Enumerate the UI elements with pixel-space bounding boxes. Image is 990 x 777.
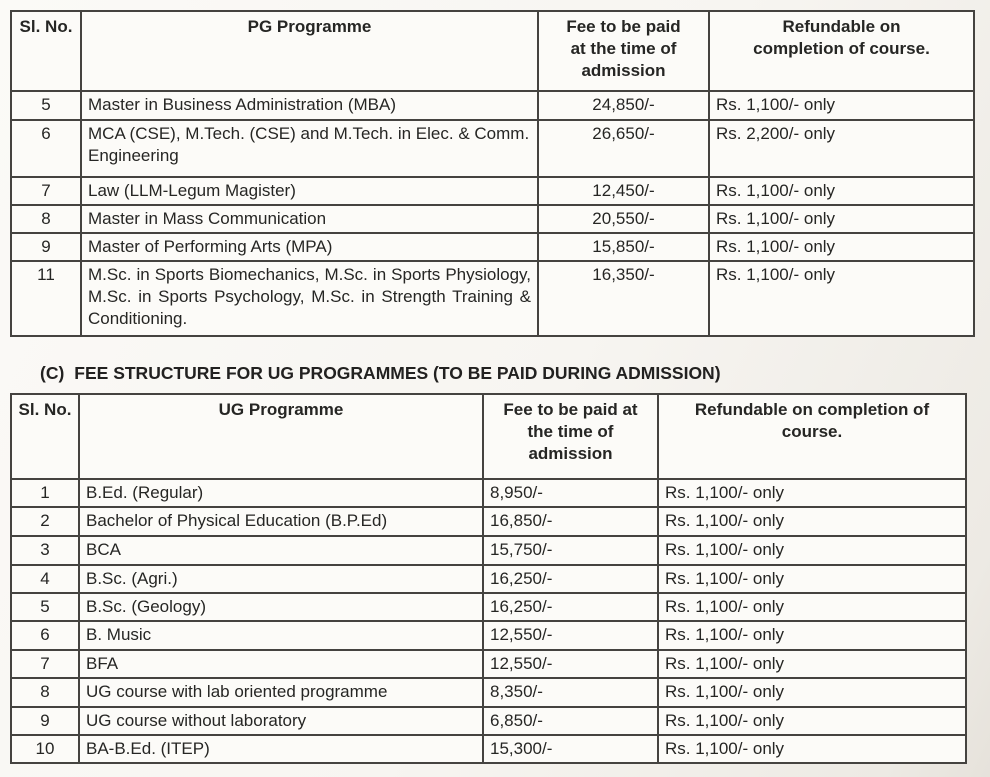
row-fee: 15,850/-: [538, 233, 709, 261]
row-programme: Master of Performing Arts (MPA): [81, 233, 538, 261]
table-row: [11, 621, 966, 650]
row-programme: MCA (CSE), M.Tech. (CSE) and M.Tech. in Elec. & Comm. Engineering: [81, 120, 538, 177]
row-programme: B. Music: [79, 621, 483, 650]
row-refundable: Rs. 1,100/- only: [709, 233, 974, 261]
row-sl-no: 11: [11, 261, 81, 336]
ug-header-fee: [483, 394, 658, 479]
table-row: [11, 261, 974, 336]
row-refundable: Rs. 1,100/- only: [658, 565, 966, 593]
row-sl-no: 7: [11, 650, 79, 678]
row-fee: 16,350/-: [538, 261, 709, 336]
row-fee: 6,850/-: [483, 707, 658, 735]
row-programme: B.Ed. (Regular): [79, 479, 483, 507]
row-fee: 15,300/-: [483, 735, 658, 763]
row-sl-no: 5: [11, 91, 81, 120]
row-refundable: Rs. 1,100/- only: [658, 507, 966, 536]
row-fee: 15,750/-: [483, 536, 658, 565]
row-fee: 16,250/-: [483, 565, 658, 593]
row-programme: BFA: [79, 650, 483, 678]
table-row: [11, 507, 966, 536]
row-sl-no: 6: [11, 120, 81, 177]
row-fee: 24,850/-: [538, 91, 709, 120]
pg-table-header-row: [11, 11, 974, 91]
row-fee: 26,650/-: [538, 120, 709, 177]
row-programme: Master in Mass Communication: [81, 205, 538, 233]
section-heading-text: FEE STRUCTURE FOR UG PROGRAMMES (TO BE PAID DURING ADMISSION): [74, 363, 721, 383]
row-refundable: Rs. 1,100/- only: [709, 261, 974, 336]
row-refundable: Rs. 1,100/- only: [658, 593, 966, 621]
row-fee: 16,850/-: [483, 507, 658, 536]
ug-header-programme-label: UG Programme: [218, 400, 344, 419]
row-fee: 20,550/-: [538, 205, 709, 233]
pg-header-refundable: [709, 11, 974, 91]
row-refundable: Rs. 1,100/- only: [658, 479, 966, 507]
row-sl-no: 2: [11, 507, 79, 536]
row-refundable: Rs. 1,100/- only: [658, 735, 966, 763]
pg-header-fee-label: Fee to be paid at the time of admission: [566, 17, 681, 80]
pg-header-fee: [538, 11, 709, 91]
row-sl-no: 7: [11, 177, 81, 205]
row-fee: 12,450/-: [538, 177, 709, 205]
row-refundable: Rs. 1,100/- only: [709, 91, 974, 120]
row-programme: Law (LLM-Legum Magister): [81, 177, 538, 205]
row-fee: 12,550/-: [483, 621, 658, 650]
row-refundable: Rs. 1,100/- only: [709, 205, 974, 233]
ug-header-refundable-label: Refundable on completion of course.: [694, 400, 930, 441]
pg-header-programme-label: PG Programme: [247, 17, 372, 36]
table-row: [11, 91, 974, 120]
row-sl-no: 4: [11, 565, 79, 593]
table-row: [11, 565, 966, 593]
row-sl-no: 8: [11, 205, 81, 233]
row-refundable: Rs. 1,100/- only: [658, 707, 966, 735]
row-programme: B.Sc. (Geology): [79, 593, 483, 621]
table-row: [11, 650, 966, 678]
pg-header-programme: [81, 11, 538, 91]
row-refundable: Rs. 1,100/- only: [658, 536, 966, 565]
table-row: [11, 177, 974, 205]
row-programme: UG course with lab oriented programme: [79, 678, 483, 707]
pg-header-sl-no: [11, 11, 81, 91]
ug-header-sl-no: [11, 394, 79, 479]
row-programme: Bachelor of Physical Education (B.P.Ed): [79, 507, 483, 536]
ug-header-refundable: [658, 394, 966, 479]
row-fee: 8,950/-: [483, 479, 658, 507]
row-sl-no: 5: [11, 593, 79, 621]
table-row: [11, 205, 974, 233]
pg-fee-table: [10, 10, 975, 337]
table-row: [11, 707, 966, 735]
row-sl-no: 6: [11, 621, 79, 650]
row-sl-no: 9: [11, 233, 81, 261]
row-programme: B.Sc. (Agri.): [79, 565, 483, 593]
row-refundable: Rs. 1,100/- only: [658, 621, 966, 650]
table-row: [11, 233, 974, 261]
row-sl-no: 9: [11, 707, 79, 735]
row-programme: Master in Business Administration (MBA): [81, 91, 538, 120]
pg-header-refundable-label: Refundable on completion of course.: [753, 17, 930, 58]
row-refundable: Rs. 2,200/- only: [709, 120, 974, 177]
row-sl-no: 3: [11, 536, 79, 565]
ug-table-header-row: [11, 394, 966, 479]
row-fee: 16,250/-: [483, 593, 658, 621]
ug-header-fee-label: Fee to be paid at the time of admission: [503, 400, 638, 463]
row-refundable: Rs. 1,100/- only: [709, 177, 974, 205]
table-row: [11, 678, 966, 707]
section-heading: [40, 363, 721, 384]
row-programme: UG course without laboratory: [79, 707, 483, 735]
table-row: [11, 479, 966, 507]
row-refundable: Rs. 1,100/- only: [658, 650, 966, 678]
table-row: [11, 593, 966, 621]
row-sl-no: 1: [11, 479, 79, 507]
row-sl-no: 10: [11, 735, 79, 763]
table-row: [11, 536, 966, 565]
section-heading-prefix: (C): [40, 363, 65, 383]
row-fee: 8,350/-: [483, 678, 658, 707]
row-programme: M.Sc. in Sports Biomechanics, M.Sc. in Sports Physiology, M.Sc. in Sports Psychology, M.Sc. in Strength Training & Conditioning.: [81, 261, 538, 336]
row-programme: BCA: [79, 536, 483, 565]
row-fee: 12,550/-: [483, 650, 658, 678]
table-row: [11, 735, 966, 763]
row-sl-no: 8: [11, 678, 79, 707]
row-programme: BA-B.Ed. (ITEP): [79, 735, 483, 763]
pg-header-sl-no-label: Sl. No.: [19, 17, 73, 36]
row-refundable: Rs. 1,100/- only: [658, 678, 966, 707]
ug-header-programme: [79, 394, 483, 479]
table-row: [11, 120, 974, 177]
ug-fee-table: [10, 393, 967, 764]
ug-header-sl-no-label: Sl. No.: [18, 400, 72, 419]
